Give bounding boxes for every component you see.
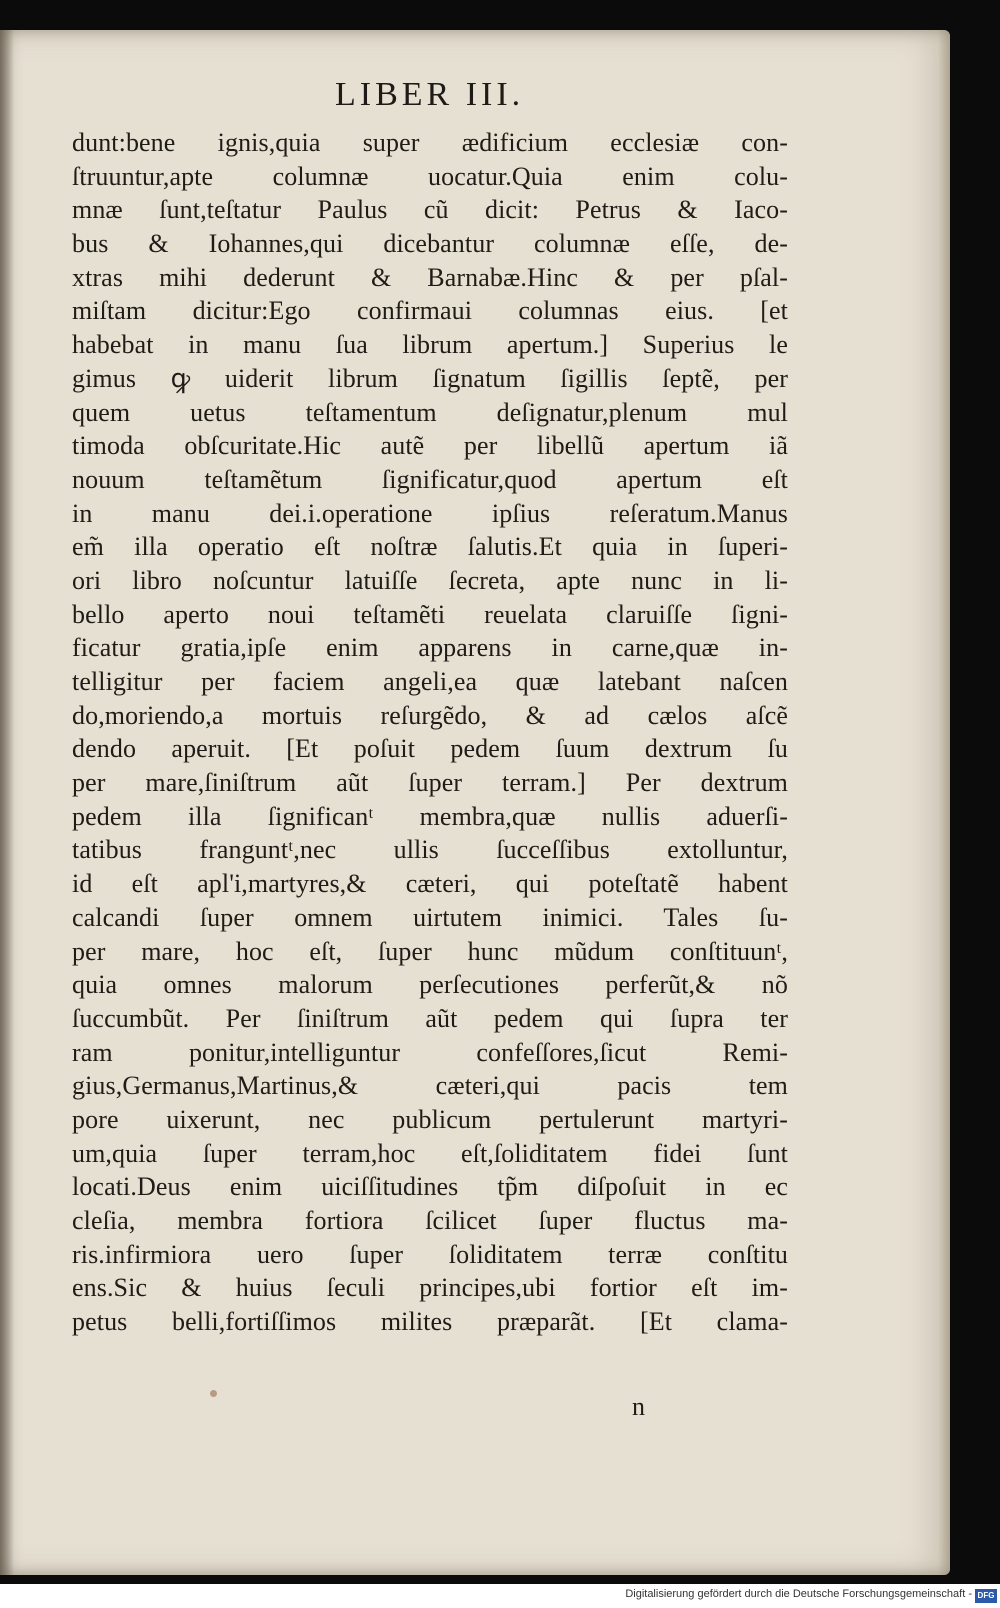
text-line: calcandi ſuper omnem uirtutem inimici. Tales ſu- [72, 902, 788, 932]
footer-credit: Digitalisierung gefördert durch die Deutsche Forschungsgemeinschaft - [625, 1588, 972, 1600]
text-line: habebat in manu ſua librum apertum.] Superius le [72, 330, 788, 360]
running-head: LIBER III. [335, 76, 525, 113]
text-line: per mare,ſiniſtrum aũt ſuper terram.] Per dextrum [72, 768, 788, 798]
text-line: mnæ ſunt,teſtatur Paulus cũ dicit: Petrus & Iaco- [72, 195, 788, 225]
text-line: tatibus franguntᵗ,nec ullis ſucceſſibus extolluntur, [72, 835, 788, 865]
text-line: ſuccumbũt. Per ſiniſtrum aũt pedem qui ſupra ter [72, 1003, 788, 1033]
page-edge [938, 30, 950, 1575]
text-line: bello aperto noui teſtamẽti reuelata claruiſſe ſigni- [72, 599, 788, 629]
text-line: cleſia, membra fortiora ſcilicet ſuper fluctus ma- [72, 1206, 788, 1235]
text-line: dunt:bene ignis,quia super ædificium ecclesiæ con- [72, 128, 788, 157]
text-line: em̃ illa operatio eſt noſtræ ſalutis.Et quia in ſuperi- [72, 532, 788, 562]
paper-stain [210, 1390, 217, 1397]
dfg-logo[interactable]: DFG [975, 1589, 997, 1603]
text-line: telligitur per faciem angeli,ea quæ latebant naſcen [72, 667, 788, 696]
gutter-shadow [0, 30, 14, 1575]
footer-bar [0, 1584, 1000, 1608]
text-line: per mare, hoc eſt, ſuper hunc mũdum conſtituunᵗ, [72, 936, 788, 966]
text-line: do,moriendo,a mortuis reſurgẽdo, & ad cælos aſcẽ [72, 700, 788, 730]
text-line: petus belli,fortiſſimos milites præparãt. [Et clama- [72, 1307, 788, 1337]
text-line: xtras mihi dederunt & Barnabæ.Hinc & per pſal- [72, 262, 788, 292]
text-line: id eſt apl'i,martyres,& cæteri, qui poteſtatẽ habent [72, 869, 788, 899]
text-line: ris.infirmiora uero ſuper ſoliditatem terræ conſtitu [72, 1239, 788, 1269]
text-block [72, 126, 788, 1339]
text-line: locati.Deus enim uiciſſitudines tp̃m diſpoſuit in ec [72, 1172, 788, 1202]
text-line: miſtam dicitur:Ego confirmaui columnas eius. [et [72, 296, 788, 326]
text-line: timoda obſcuritate.Hic autẽ per libellũ apertum iã [72, 431, 788, 461]
text-line: um,quia ſuper terram,hoc eſt,ſoliditatem fidei ſunt [72, 1138, 788, 1168]
text-line: gimus ꝙ uiderit librum ſignatum ſigillis ſeptẽ, per [72, 363, 788, 393]
text-line: ens.Sic & huius ſeculi principes,ubi fortior eſt im- [72, 1273, 788, 1303]
text-line: ficatur gratia,ipſe enim apparens in carne,quæ in- [72, 633, 788, 663]
text-line: pedem illa ſignificanᵗ membra,quæ nullis aduerſi- [72, 801, 788, 831]
catchword: n [632, 1392, 645, 1421]
text-line: nouum teſtamẽtum ſignificatur,quod apertum eſt [72, 464, 788, 494]
text-line: dendo aperuit. [Et poſuit pedem ſuum dextrum ſu [72, 734, 788, 764]
text-line: pore uixerunt, nec publicum pertulerunt martyri- [72, 1104, 788, 1134]
text-line: ſtruuntur,apte columnæ uocatur.Quia enim colu- [72, 161, 788, 191]
text-line: quia omnes malorum perſecutiones perferũt,& nõ [72, 970, 788, 1000]
book-page [0, 30, 950, 1575]
text-line: bus & Iohannes,qui dicebantur columnæ eſſe, de- [72, 229, 788, 259]
text-line: gius,Germanus,Martinus,& cæteri,qui pacis tem [72, 1071, 788, 1101]
text-line: ram ponitur,intelliguntur confeſſores,ſicut Remi- [72, 1037, 788, 1067]
text-line: ori libro noſcuntur latuiſſe ſecreta, apte nunc in li- [72, 565, 788, 595]
text-line: in manu dei.i.operatione ipſius reſeratum.Manus [72, 498, 788, 528]
text-line: quem uetus teſtamentum deſignatur,plenum mul [72, 397, 788, 427]
